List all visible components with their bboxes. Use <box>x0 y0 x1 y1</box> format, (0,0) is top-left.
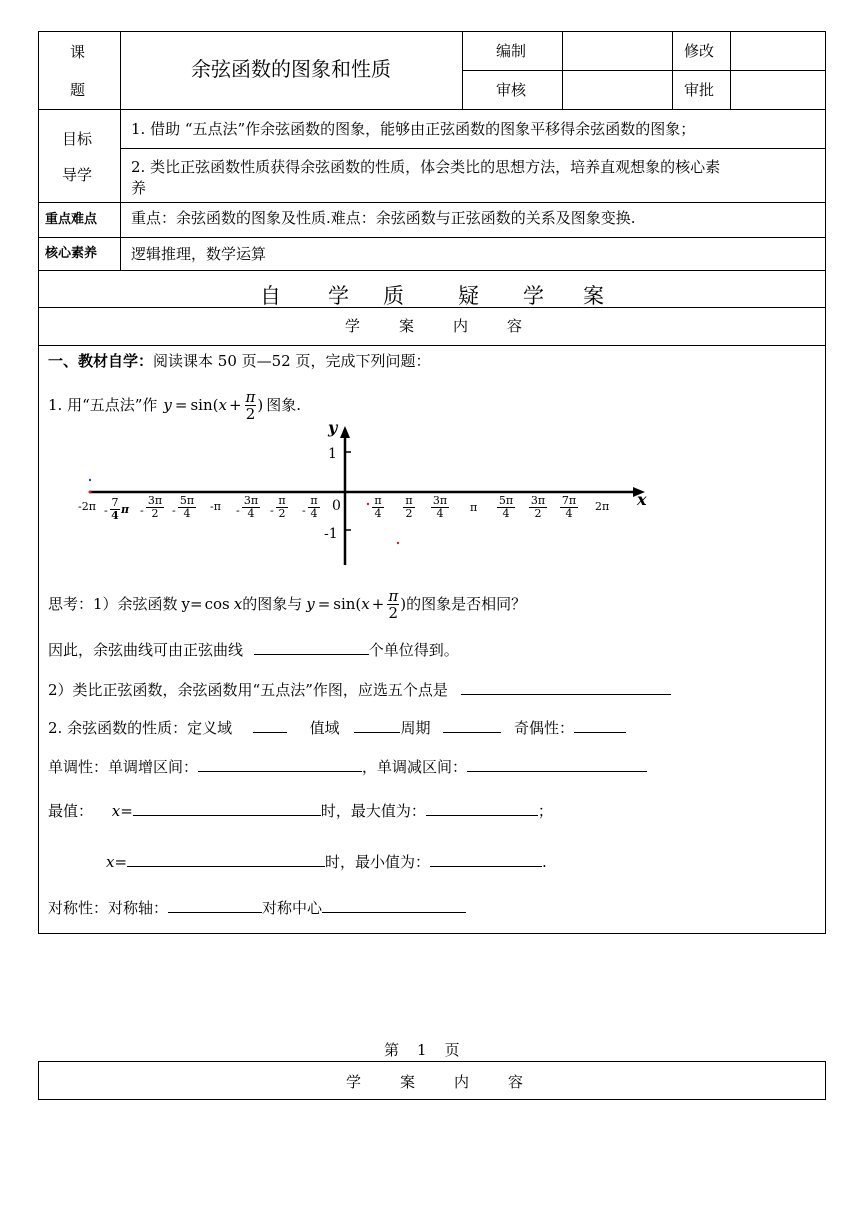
x-tick-fraction: π 2 <box>276 495 288 520</box>
section-title-char: 质 <box>383 284 404 308</box>
x-tick-fraction: 7 4 <box>111 496 119 522</box>
body-heading: 一、教材自学：阅读课本 50 页—52 页，完成下列问题： <box>48 352 431 370</box>
x-tick-label: -2π <box>78 500 96 513</box>
axis-blank[interactable] <box>168 898 262 913</box>
range-blank[interactable] <box>354 718 400 733</box>
therefore-line: 因此，余弦曲线可由正弦曲线 个单位得到。 <box>48 641 459 659</box>
section-title-char: 案 <box>583 284 604 308</box>
section-title-char: 疑 <box>458 284 479 308</box>
goal-item-2-line2: 养 <box>131 179 147 197</box>
y-tick-neg-one: -1 <box>324 526 338 542</box>
y-axis-label: y <box>328 418 338 437</box>
content-title-char: 内 <box>454 1073 470 1091</box>
review-label: 审核 <box>496 81 527 99</box>
section-title-char: 学 <box>328 284 349 308</box>
course-label-bottom: 题 <box>70 81 86 99</box>
y-tick-one: 1 <box>328 446 337 462</box>
next-page-header <box>38 1061 826 1100</box>
x-tick-fraction: 3π 2 <box>147 494 163 520</box>
goal-item-2-line1: 2. 类比正弦函数性质获得余弦函数的性质，体会类比的思想方法，培养直观想象的核心素 <box>131 158 721 176</box>
goals-label-bottom: 导学 <box>62 166 93 184</box>
section-title <box>38 283 826 309</box>
symmetry-line: 对称性：对称轴： 对称中心 <box>48 898 466 918</box>
shift-blank[interactable] <box>254 640 369 655</box>
section-title-char: 自 <box>260 284 281 308</box>
domain-blank[interactable] <box>253 718 287 733</box>
x-tick-fraction: 3π 4 <box>432 494 448 520</box>
min-line: x= 时，最小值为： . <box>106 853 547 871</box>
properties-line: 2. 余弦函数的性质：定义域 值域 周期 奇偶性： <box>48 718 626 738</box>
x-tick-minus: - <box>236 504 240 517</box>
core-text: 逻辑推理，数学运算 <box>131 245 267 263</box>
x-tick-minus: - <box>140 504 144 517</box>
x-tick-minus: - <box>270 504 274 517</box>
goal-item-1: 1. 借助 “五点法”作余弦函数的图象，能够由正弦函数的图象平移得余弦函数的图象； <box>131 120 696 138</box>
x-tick-minus: - <box>302 504 306 517</box>
question-1: 1. 用“五点法”作 y = sin( x + $\frac{\pi}{2}$ ) 图象. <box>48 387 302 423</box>
x-tick-fraction: 5π 4 <box>498 494 514 520</box>
x-tick-fraction: 3π 4 <box>243 494 259 520</box>
min-x-blank[interactable] <box>127 852 325 867</box>
min-value-blank[interactable] <box>430 852 542 867</box>
course-label-top: 课 <box>70 43 86 61</box>
approve-label: 审批 <box>684 81 715 99</box>
content-title <box>38 316 826 336</box>
x-tick-fraction: π 4 <box>372 495 384 520</box>
content-title-char: 案 <box>400 1073 416 1091</box>
x-tick-pi: π <box>121 503 130 516</box>
period-blank[interactable] <box>443 718 501 733</box>
content-title-char: 案 <box>399 317 415 335</box>
x-tick-fraction: 5π 4 <box>179 494 195 520</box>
max-line: 最值： x= 时，最大值为： ； <box>48 802 553 820</box>
page-number: 第 1 页 <box>384 1041 460 1059</box>
x-tick-minus: - <box>104 504 108 517</box>
x-tick-label: -π <box>210 500 221 513</box>
five-points-line: 2）类比正弦函数，余弦函数用“五点法”作图，应选五个点是 <box>48 680 671 700</box>
content-title-char: 学 <box>346 1073 362 1091</box>
goals-label-top: 目标 <box>62 130 93 148</box>
max-value-blank[interactable] <box>426 801 538 816</box>
section-title-char: 学 <box>523 284 544 308</box>
key-points-text: 重点：余弦函数的图象及性质.难点：余弦函数与正弦函数的关系及图象变换. <box>131 209 636 227</box>
max-x-blank[interactable] <box>133 801 321 816</box>
x-tick-minus: - <box>172 504 176 517</box>
parity-blank[interactable] <box>574 718 626 733</box>
pi-over-2-fraction: $\frac{\pi}{2}$ <box>388 586 399 622</box>
x-tick-fraction: π 2 <box>403 495 415 520</box>
x-tick-label: 2π <box>595 500 610 513</box>
five-points-blank[interactable] <box>461 680 671 695</box>
x-tick-fraction: 7π 4 <box>561 494 577 520</box>
content-title-char: 内 <box>453 317 469 335</box>
page-title: 余弦函数的图象和性质 <box>191 57 391 81</box>
content-title-char: 学 <box>345 317 361 335</box>
center-blank[interactable] <box>322 898 466 913</box>
x-tick-fraction: π 4 <box>308 495 320 520</box>
monotonicity-line: 单调性：单调增区间： ，单调减区间： <box>48 757 647 777</box>
content-title-char: 容 <box>507 317 523 335</box>
core-label: 核心素养 <box>45 246 98 261</box>
content-title-char: 容 <box>508 1073 524 1091</box>
x-axis-label: x <box>637 490 647 509</box>
pi-over-2-fraction: $\frac{\pi}{2}$ <box>245 387 256 423</box>
coordinate-axes <box>70 418 660 573</box>
key-points-label: 重点难点 <box>45 212 98 227</box>
edit-label: 编制 <box>496 42 527 60</box>
decreasing-blank[interactable] <box>467 757 647 772</box>
think-question: 思考：1）余弦函数 y= cos x 的图象与 y = sin( x + $\frac{\pi}{2}$ ) 的图象是否相同？ <box>48 586 527 622</box>
origin-label: 0 <box>332 498 341 514</box>
increasing-blank[interactable] <box>198 757 362 772</box>
x-tick-fraction: 3π 2 <box>530 494 546 520</box>
x-tick-label: π <box>470 501 478 514</box>
modify-label: 修改 <box>684 42 715 60</box>
